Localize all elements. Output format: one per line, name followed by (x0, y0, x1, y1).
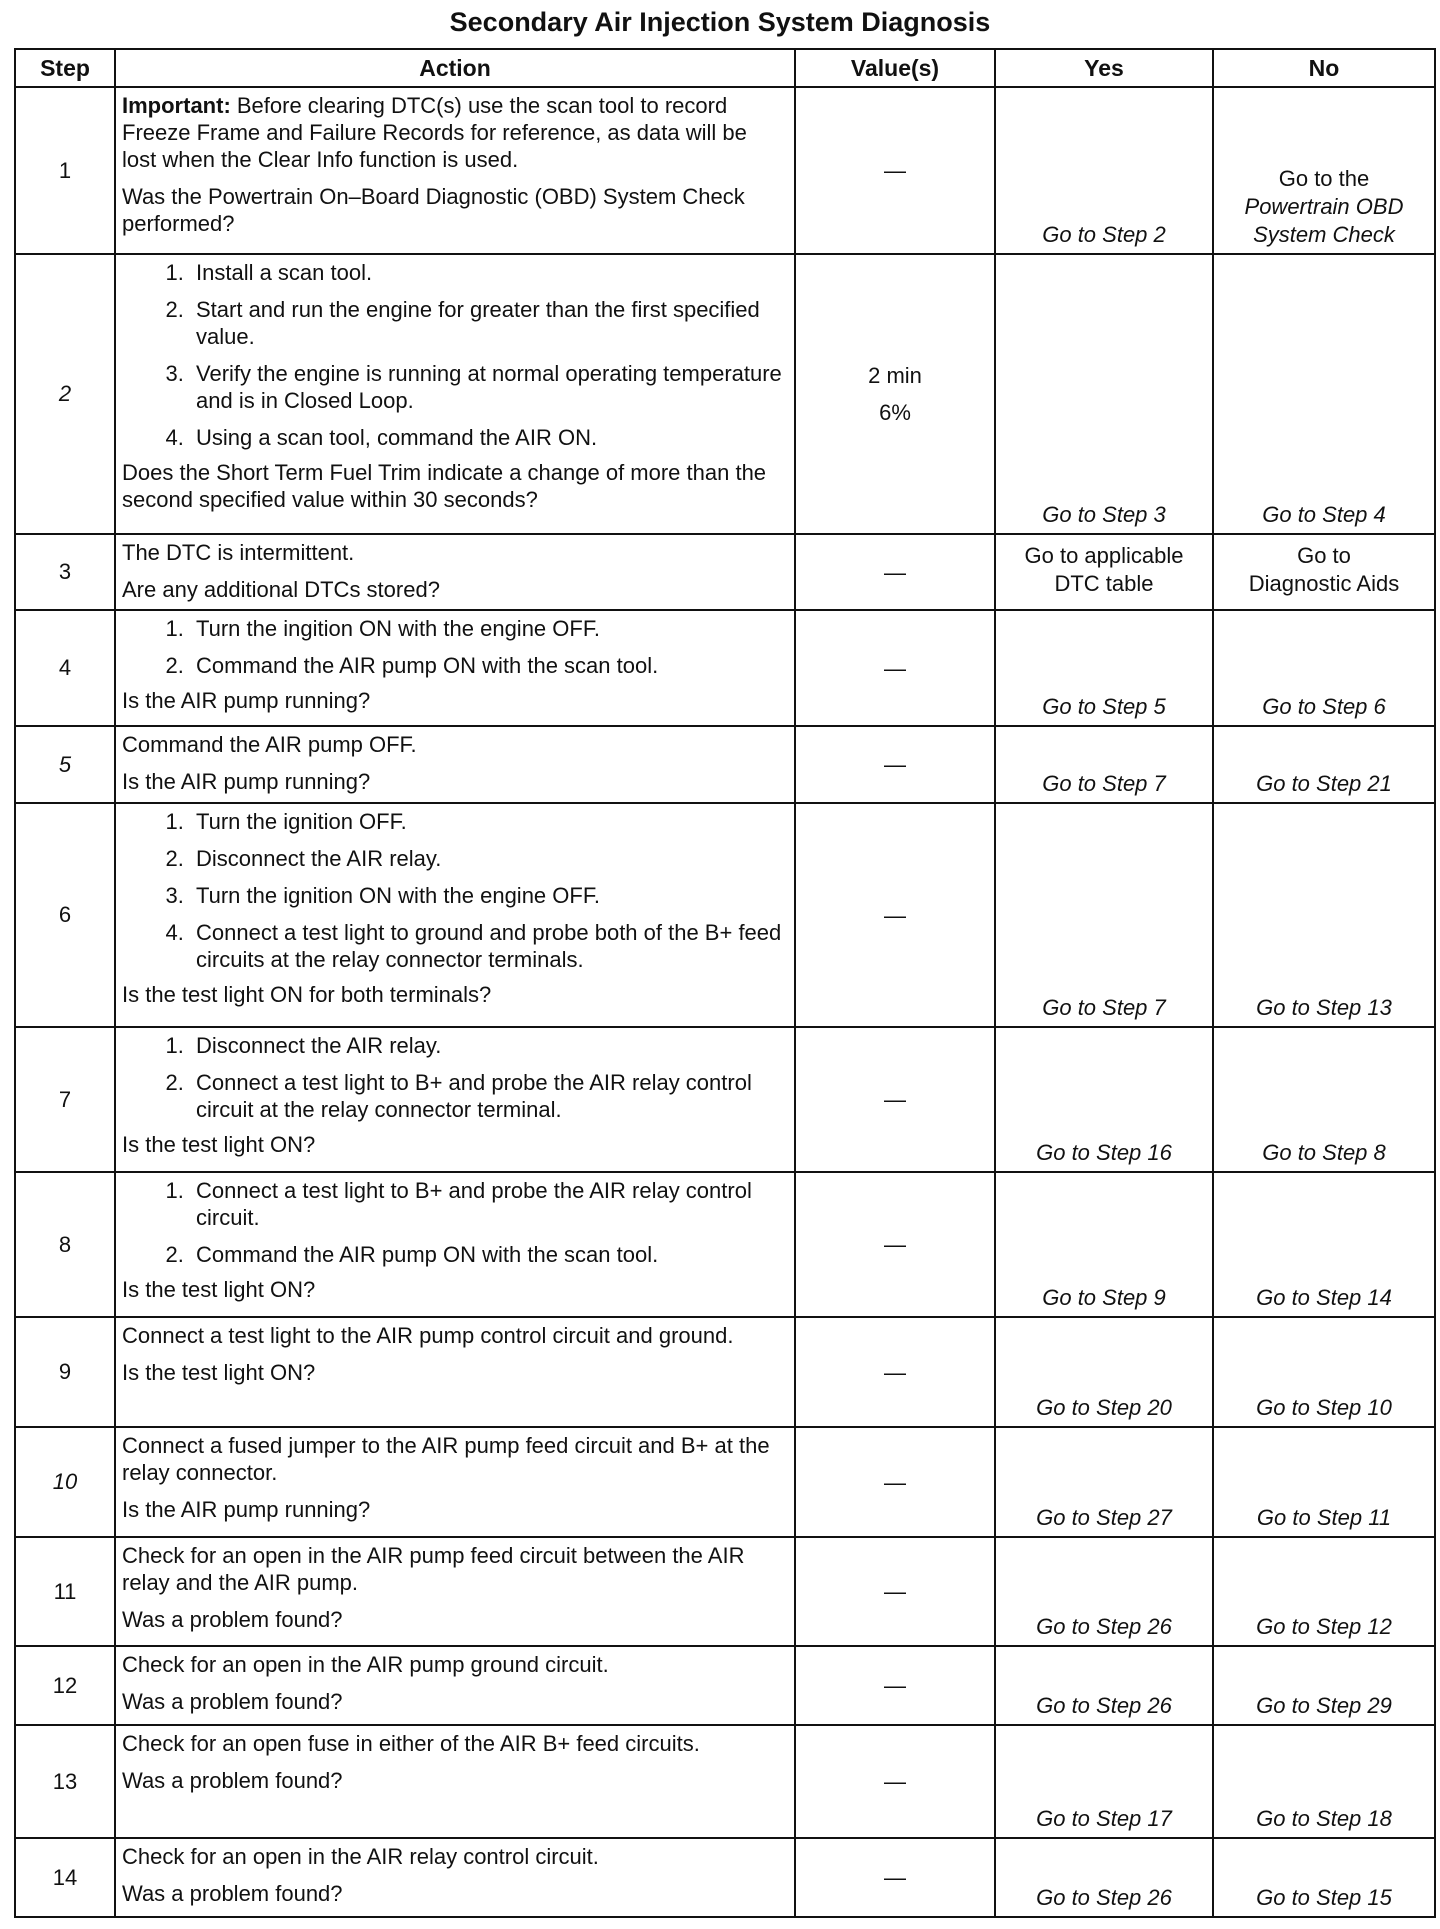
value-line: 2 min (868, 363, 922, 388)
yes-cell (995, 1537, 1213, 1646)
table-row (15, 1027, 1435, 1172)
action-cell (115, 1317, 795, 1427)
action-item: 2. Command the AIR pump ON with the scan tool. (190, 652, 786, 679)
action-text: Command the AIR pump OFF. (122, 732, 417, 757)
action-question: Is the AIR pump running? (122, 1497, 371, 1522)
step-number: 9 (15, 1317, 115, 1427)
action-list (122, 1032, 786, 1123)
step-number: 12 (15, 1646, 115, 1725)
no-link: Go to Step 13 (1256, 995, 1392, 1020)
action-item: 3. Verify the engine is running at normal operating temperature and is in Closed Loop. (190, 360, 786, 414)
step-number: 11 (15, 1537, 115, 1646)
yes-link: Go to Step 26 (1036, 1885, 1172, 1910)
yes-text-line2: DTC table (1054, 571, 1154, 596)
action-item: 1. Turn the ingition ON with the engine OFF. (190, 615, 786, 642)
action-question: Are any additional DTCs stored? (122, 577, 440, 602)
step-number: 4 (15, 610, 115, 726)
step-number: 10 (15, 1427, 115, 1537)
yes-cell (995, 726, 1213, 803)
yes-cell (995, 1027, 1213, 1172)
yes-cell (995, 1646, 1213, 1725)
no-link: Go to Step 12 (1256, 1614, 1392, 1639)
yes-link: Go to Step 27 (1036, 1505, 1172, 1530)
action-question: Is the test light ON? (122, 1277, 316, 1302)
action-question: Is the test light ON? (122, 1132, 316, 1157)
action-item: 4. Using a scan tool, command the AIR ON. (190, 424, 786, 451)
step-number: 1 (15, 87, 115, 254)
action-question: Does the Short Term Fuel Trim indicate a change of more than the second specified value within 30 seconds? (122, 460, 767, 512)
yes-cell (995, 1317, 1213, 1427)
action-list (122, 808, 786, 973)
action-item: 4. Connect a test light to ground and probe both of the B+ feed circuits at the relay connector terminals. (190, 919, 786, 973)
yes-link: Go to Step 26 (1036, 1693, 1172, 1718)
action-item: 3. Turn the ignition ON with the engine OFF. (190, 882, 786, 909)
yes-link: Go to Step 9 (1042, 1285, 1166, 1310)
yes-link: Go to Step 7 (1042, 771, 1166, 796)
table-row (15, 1838, 1435, 1917)
action-cell (115, 1172, 795, 1317)
action-item: 1. Connect a test light to B+ and probe the AIR relay control circuit. (190, 1177, 786, 1231)
no-text-line1: Go to (1297, 543, 1351, 568)
yes-link: Go to Step 17 (1036, 1806, 1172, 1831)
value-cell: — (795, 87, 995, 254)
action-cell (115, 1725, 795, 1838)
no-cell (1213, 726, 1435, 803)
action-question: Was a problem found? (122, 1881, 343, 1906)
action-text: Check for an open in the AIR relay control circuit. (122, 1844, 599, 1869)
no-text-line1: Go to the (1278, 166, 1370, 191)
action-item: 2. Disconnect the AIR relay. (190, 845, 786, 872)
no-link: Go to Step 8 (1262, 1140, 1386, 1165)
yes-cell (995, 1427, 1213, 1537)
action-cell (115, 1027, 795, 1172)
action-item: 1. Turn the ignition OFF. (190, 808, 786, 835)
step-number: 6 (15, 803, 115, 1027)
action-cell (115, 534, 795, 610)
action-item: 1. Install a scan tool. (190, 259, 786, 286)
action-cell (115, 1537, 795, 1646)
value-cell: — (795, 610, 995, 726)
value-cell: — (795, 1317, 995, 1427)
action-list (122, 259, 786, 451)
action-question: Is the test light ON for both terminals? (122, 982, 492, 1007)
no-link: Go to Step 14 (1256, 1285, 1392, 1310)
action-item: 2. Connect a test light to B+ and probe the AIR relay control circuit at the relay connector terminal. (190, 1069, 786, 1123)
value-cell: — (795, 1725, 995, 1838)
step-number: 3 (15, 534, 115, 610)
no-cell (1213, 1838, 1435, 1917)
table-row (15, 1317, 1435, 1427)
yes-cell (995, 254, 1213, 534)
action-question: Is the AIR pump running? (122, 688, 371, 713)
action-question: Was the Powertrain On–Board Diagnostic (OBD) System Check performed? (122, 184, 745, 236)
header-yes: Yes (995, 49, 1213, 87)
no-link-line2: Powertrain OBD (1244, 194, 1404, 219)
page-title: Secondary Air Injection System Diagnosis (449, 7, 991, 37)
table-row (15, 1537, 1435, 1646)
no-text-line2: Diagnostic Aids (1248, 571, 1400, 596)
value-cell: — (795, 1646, 995, 1725)
table-row (15, 87, 1435, 254)
yes-link: Go to Step 2 (1042, 222, 1166, 247)
step-number: 5 (15, 726, 115, 803)
step-number: 2 (15, 254, 115, 534)
action-cell (115, 803, 795, 1027)
no-link: Go to Step 4 (1262, 502, 1386, 527)
yes-link: Go to Step 5 (1042, 694, 1166, 719)
table-row (15, 254, 1435, 534)
no-cell (1213, 1027, 1435, 1172)
action-item: 1. Disconnect the AIR relay. (190, 1032, 786, 1059)
yes-cell (995, 803, 1213, 1027)
action-cell (115, 610, 795, 726)
value-line: 6% (879, 400, 911, 425)
action-text: The DTC is intermittent. (122, 540, 355, 565)
action-question: Is the test light ON? (122, 1360, 316, 1385)
no-link-line3: System Check (1253, 222, 1395, 247)
table-row (15, 534, 1435, 610)
no-cell (1213, 87, 1435, 254)
value-cell: — (795, 1172, 995, 1317)
yes-text-line1: Go to applicable (1024, 543, 1184, 568)
step-number: 7 (15, 1027, 115, 1172)
no-cell (1213, 1317, 1435, 1427)
action-question: Was a problem found? (122, 1768, 343, 1793)
no-link: Go to Step 29 (1256, 1693, 1392, 1718)
no-cell (1213, 803, 1435, 1027)
action-item: 2. Command the AIR pump ON with the scan tool. (190, 1241, 786, 1268)
yes-cell (995, 534, 1213, 610)
no-link: Go to Step 11 (1256, 1505, 1392, 1530)
action-cell (115, 1838, 795, 1917)
value-cell: — (795, 1537, 995, 1646)
header-action: Action (115, 49, 795, 87)
value-cell: — (795, 803, 995, 1027)
yes-link: Go to Step 26 (1036, 1614, 1172, 1639)
yes-cell (995, 1838, 1213, 1917)
no-cell (1213, 1172, 1435, 1317)
step-number: 8 (15, 1172, 115, 1317)
action-cell (115, 87, 795, 254)
no-cell (1213, 534, 1435, 610)
action-text: Check for an open in the AIR pump ground circuit. (122, 1652, 609, 1677)
table-row (15, 1725, 1435, 1838)
no-link: Go to Step 18 (1256, 1806, 1392, 1831)
step-number: 13 (15, 1725, 115, 1838)
action-question: Is the AIR pump running? (122, 769, 371, 794)
action-cell (115, 1427, 795, 1537)
important-label: Important: (122, 93, 231, 118)
yes-link: Go to Step 7 (1042, 995, 1166, 1020)
action-cell (115, 726, 795, 803)
yes-cell (995, 1725, 1213, 1838)
yes-cell (995, 610, 1213, 726)
action-text: Connect a test light to the AIR pump control circuit and ground. (122, 1323, 734, 1348)
important-note (122, 92, 786, 173)
no-cell (1213, 1725, 1435, 1838)
action-question: Was a problem found? (122, 1607, 343, 1632)
no-link: Go to Step 10 (1256, 1395, 1392, 1420)
value-cell: — (795, 1838, 995, 1917)
diagnosis-table (14, 48, 1436, 1918)
yes-link: Go to Step 3 (1042, 502, 1166, 527)
action-text: Check for an open in the AIR pump feed circuit between the AIR relay and the AIR pump. (122, 1543, 745, 1595)
table-header-row (15, 49, 1435, 87)
no-cell (1213, 1537, 1435, 1646)
table-row (15, 803, 1435, 1027)
action-text: Connect a fused jumper to the AIR pump feed circuit and B+ at the relay connector. (122, 1433, 770, 1485)
action-item: 2. Start and run the engine for greater than the first specified value. (190, 296, 786, 350)
yes-cell (995, 87, 1213, 254)
action-list (122, 615, 786, 679)
no-link: Go to Step 21 (1256, 771, 1392, 796)
header-no: No (1213, 49, 1435, 87)
action-cell (115, 254, 795, 534)
important-text: Before clearing DTC(s) use the scan tool to record Freeze Frame and Failure Records for reference, as data will be lost when the Clear Info function is used. (122, 93, 747, 172)
value-cell: — (795, 726, 995, 803)
table-row (15, 1172, 1435, 1317)
value-cell: — (795, 534, 995, 610)
value-cell (795, 254, 995, 534)
no-cell (1213, 1646, 1435, 1725)
action-cell (115, 1646, 795, 1725)
step-number: 14 (15, 1838, 115, 1917)
action-text: Check for an open fuse in either of the AIR B+ feed circuits. (122, 1731, 700, 1756)
action-list (122, 1177, 786, 1268)
table-row (15, 726, 1435, 803)
no-cell (1213, 1427, 1435, 1537)
no-cell (1213, 254, 1435, 534)
table-row (15, 1427, 1435, 1537)
value-cell: — (795, 1027, 995, 1172)
action-question: Was a problem found? (122, 1689, 343, 1714)
no-cell (1213, 610, 1435, 726)
no-link: Go to Step 6 (1262, 694, 1386, 719)
header-values: Value(s) (795, 49, 995, 87)
table-row (15, 1646, 1435, 1725)
header-step: Step (15, 49, 115, 87)
yes-link: Go to Step 20 (1036, 1395, 1172, 1420)
no-link: Go to Step 15 (1256, 1885, 1392, 1910)
yes-cell (995, 1172, 1213, 1317)
value-cell: — (795, 1427, 995, 1537)
yes-link: Go to Step 16 (1036, 1140, 1172, 1165)
table-row (15, 610, 1435, 726)
